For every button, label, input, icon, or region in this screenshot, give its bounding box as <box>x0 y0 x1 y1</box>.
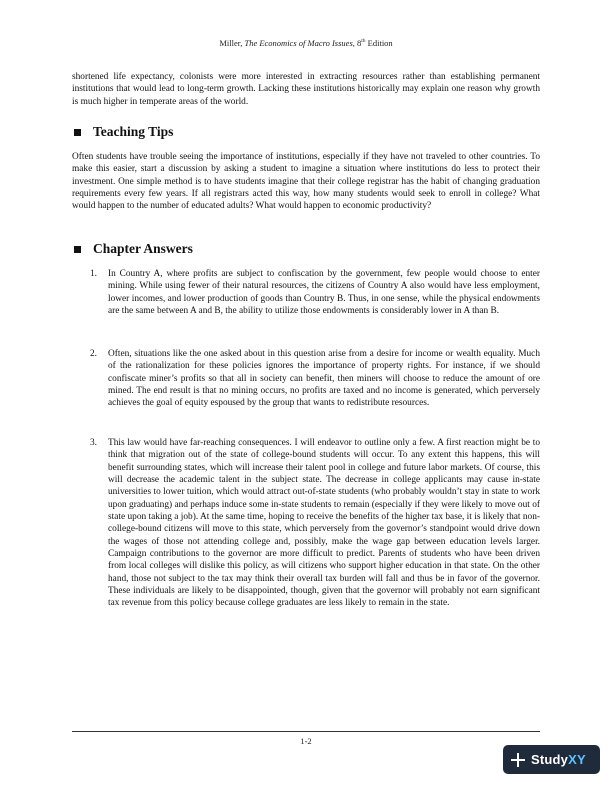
brand-word-study: Study <box>531 752 569 767</box>
running-header <box>0 38 612 48</box>
brand-word-xy: XY <box>568 752 586 767</box>
plus-icon <box>511 753 525 767</box>
answer-number: 3. <box>90 438 98 448</box>
square-bullet-icon <box>74 246 81 253</box>
teaching-tips-paragraph: Often students have trouble seeing the importance of institutions, especially if they have not traveled to other countries. To make this easier, start a discussion by asking a student to imagine a situation where institutions do less to protect their investment. One simple method is to have students imagine that their college registrar has the habit of changing graduation requirements every few years. If all registrars acted this way, how many students would seek to enroll in college? What would happen to the number of educated adults? What would happen to economic productivity? <box>72 152 540 212</box>
chapter-answers-title: Chapter Answers <box>93 241 193 256</box>
answer-item <box>90 268 540 317</box>
chapter-answers-heading <box>72 241 193 257</box>
intro-paragraph: shortened life expectancy, colonists were more interested in extracting resources rather than establishing permanent institutions that would lead to long-term growth. Lacking these institutions historically may explain one reason why growth is much higher in temperate areas of the world. <box>72 72 540 107</box>
page-number: 1-2 <box>300 736 312 746</box>
teaching-tips-title: Teaching Tips <box>93 124 174 139</box>
header-author: Miller, <box>219 38 245 48</box>
answer-item <box>90 348 540 410</box>
header-book-title: The Economics of Macro Issues <box>244 38 353 48</box>
answer-number: 2. <box>90 349 98 359</box>
header-edition: , 8 <box>352 38 362 48</box>
header-edition-label: Edition <box>365 38 393 48</box>
brand-wordmark <box>531 752 586 767</box>
footer-divider <box>72 731 540 732</box>
answer-text: This law would have far-reaching consequences. I will endeavor to outline only a few. A first reaction might be to think that migration out of the state of college-bound students will occur. To any extent this happens, this will benefit surrounding states, which will increase their talent pool in college and future labor markets. Of course, this will decrease the academic talent in the subject state. The decrease in college applicants may cause in-state universities to lower tuition, which would attract out-of-state students (who probably wouldn’t stay in state to work upon graduating) and perhaps induce some in-state students to remain (especially if they were likely to move out of state upon taking a job). At the same time, hoping to receive the benefits of the higher tax base, it is likely that non-college-bound citizens will move to this state, which perversely from the governor’s standpoint would drive down the wages of those not attending college and, possibly, make the wage gap between education levels larger. Campaign contributions to the governor are more difficult to predict. Parents of students who have been driven from local colleges will dislike this policy, as will citizens who support higher education in that state. On the other hand, those not subject to the tax may think their overall tax burden will fall and thus be in favor of the governor. These individuals are likely to be disappointed, though, given that the governor will probably not earn significant tax revenue from this policy because college graduates are less likely to remain in the state. <box>108 438 540 609</box>
teaching-tips-heading <box>72 124 173 140</box>
header-edition-suffix: th <box>361 38 366 45</box>
answer-text: Often, situations like the one asked about in this question arise from a desire for income or wealth equality. Much of the rationalization for these policies ignores the importance of property rights. For instance, if we should confiscate miner’s profits so that all in society can benefit, then miners will choose to reduce the amount of ore mined. The end result is that no mining occurs, no profits are taxed and no income is generated, which perversely achieves the goal of equity espoused by the group that wants to redistribute resources. <box>108 349 540 409</box>
answer-item <box>90 437 540 610</box>
answer-number: 1. <box>90 269 98 279</box>
answer-text: In Country A, where profits are subject to confiscation by the government, few people would choose to enter mining. While using fewer of their natural resources, the citizens of Country A also would have less employment, lower incomes, and lower production of goods than Country B. Thus, in one sense, while the physical endowments are the same between A and B, the ability to utilize those endowments is considerably lower in A than B. <box>108 269 540 317</box>
studyxy-brand-badge[interactable] <box>503 745 600 774</box>
square-bullet-icon <box>74 129 81 136</box>
